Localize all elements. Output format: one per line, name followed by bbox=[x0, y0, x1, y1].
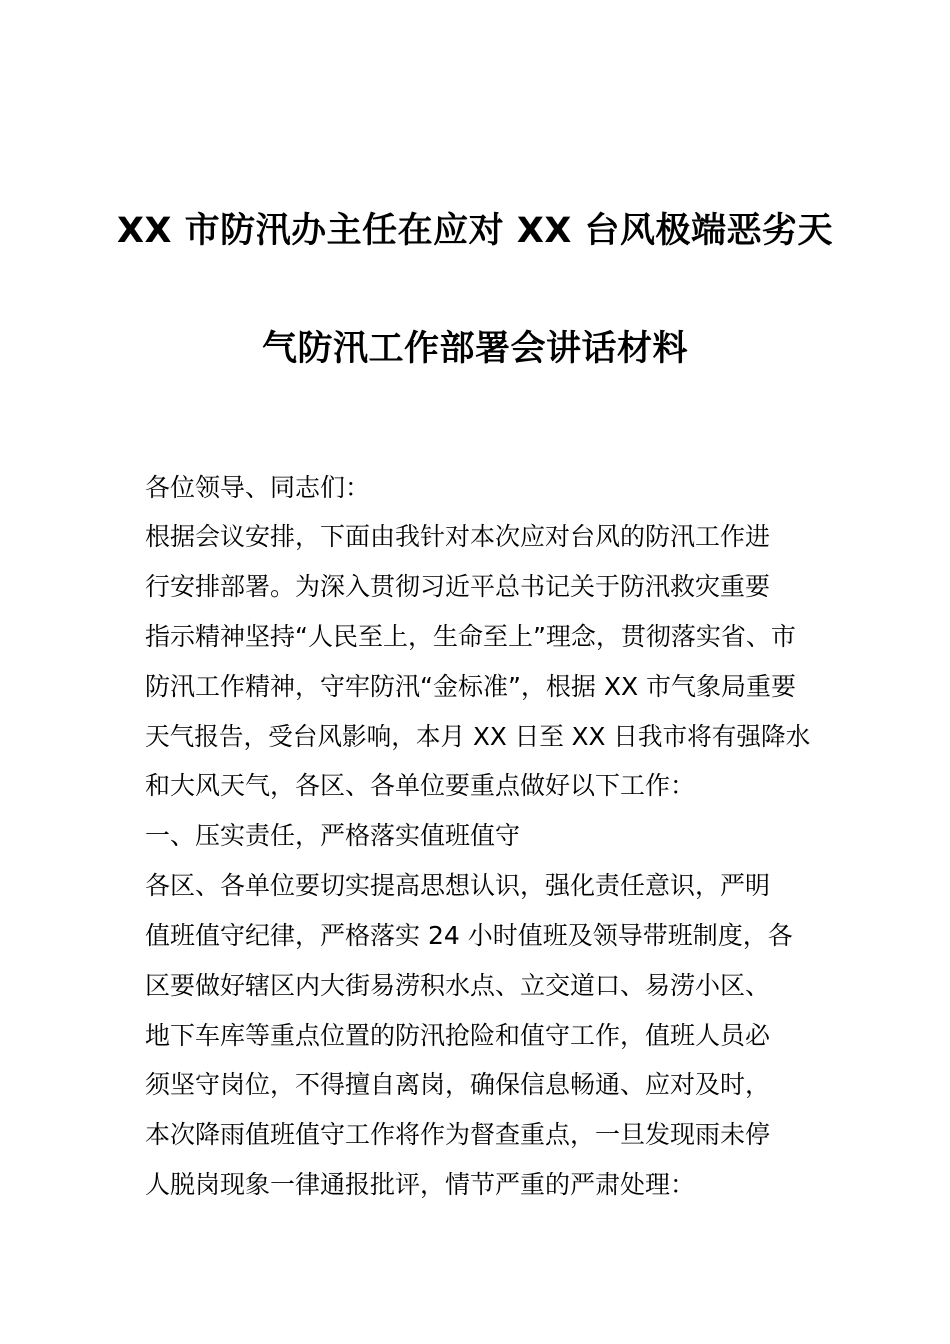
paragraph-line: 须坚守岗位，不得擅自离岗，确保信息畅通、应对及时， bbox=[145, 1070, 771, 1099]
paragraph-line: 地下车库等重点位置的防汛抢险和值守工作，值班人员必 bbox=[145, 1021, 771, 1050]
paragraph-line: 防汛工作精神，守牢防汛“金标准”，根据 XX 市气象局重要 bbox=[145, 672, 797, 701]
paragraph-line: 值班值守纪律，严格落实 24 小时值班及领导带班制度，各 bbox=[145, 921, 793, 950]
paragraph-line: 人脱岗现象一律通报批评，情节严重的严肃处理： bbox=[145, 1170, 696, 1199]
paragraph-line: 根据会议安排，下面由我针对本次应对台风的防汛工作进 bbox=[145, 522, 771, 551]
salutation: 各位领导、同志们： bbox=[145, 473, 371, 502]
paragraph-line: 区要做好辖区内大街易涝积水点、立交道口、易涝小区、 bbox=[145, 971, 771, 1000]
paragraph-line: 行安排部署。为深入贯彻习近平总书记关于防汛救灾重要 bbox=[145, 572, 771, 601]
section-heading: 一、压实责任，严格落实值班值守 bbox=[145, 821, 521, 850]
paragraph-line: 天气报告，受台风影响，本月 XX 日至 XX 日我市将有强降水 bbox=[145, 722, 811, 751]
paragraph-line: 指示精神坚持“人民至上，生命至上”理念，贯彻落实省、市 bbox=[145, 622, 796, 651]
document-title-line-2: 气防汛工作部署会讲话材料 bbox=[261, 329, 688, 369]
paragraph-line: 本次降雨值班值守工作将作为督查重点，一旦发现雨未停 bbox=[145, 1120, 771, 1149]
paragraph-line: 各区、各单位要切实提高思想认识，强化责任意识，严明 bbox=[145, 871, 771, 900]
paragraph-line: 和大风天气，各区、各单位要重点做好以下工作： bbox=[145, 771, 696, 800]
document-title-line-1: XX 市防汛办主任在应对 XX 台风极端恶劣天 bbox=[117, 211, 833, 251]
